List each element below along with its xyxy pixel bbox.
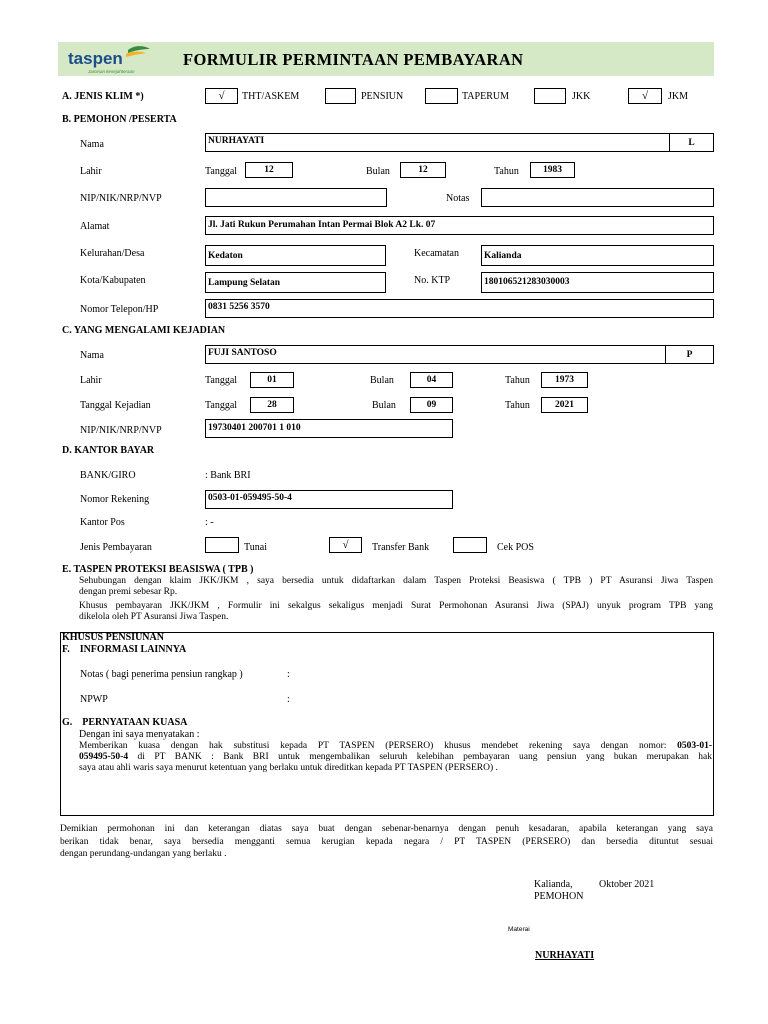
korban-bulan-field[interactable] <box>410 372 453 388</box>
kejadian-tanggal-label: Tanggal <box>205 400 238 411</box>
pemohon-tanggal-value: 12 <box>264 165 274 175</box>
tpb-paragraph-1 <box>79 576 713 598</box>
kuasa-rekening-part-2: 059495-50-4 <box>79 752 129 762</box>
korban-lahir-label: Lahir <box>80 375 102 386</box>
page-title: FORMULIR PERMINTAAN PEMBAYARAN <box>183 50 524 69</box>
ktp-value: 180106521283030003 <box>484 277 570 287</box>
kelurahan-field[interactable] <box>205 245 386 266</box>
kelurahan-label: Kelurahan/Desa <box>80 248 145 259</box>
khusus-pensiunan-heading: KHUSUS PENSIUNAN <box>62 632 164 643</box>
pemohon-tahun-value: 1983 <box>543 165 562 175</box>
telepon-field[interactable] <box>205 299 714 318</box>
checkbox-transfer-bank[interactable]: √ <box>329 537 362 553</box>
pemohon-nama-label: Nama <box>80 139 104 150</box>
korban-tanggal-label: Tanggal <box>205 375 238 386</box>
korban-nama-label: Nama <box>80 350 104 361</box>
section-d-title: D. KANTOR BAYAR <box>62 445 155 456</box>
option-cek-pos-label: Cek POS <box>497 542 534 553</box>
kejadian-bulan-field[interactable] <box>410 397 453 413</box>
kecamatan-value: Kalianda <box>484 251 522 261</box>
kantor-pos-label: Kantor Pos <box>80 517 125 528</box>
npwp-colon: : <box>287 694 290 705</box>
kejadian-bulan-value: 09 <box>426 400 437 410</box>
checkbox-jkm[interactable]: √ <box>628 88 662 104</box>
kejadian-tanggal-field[interactable] <box>250 397 294 413</box>
rekening-field[interactable] <box>205 490 453 509</box>
kota-value: Lampung Selatan <box>208 278 281 288</box>
kuasa-line-2-text: di PT BANK : Bank BRI untuk mengembalikan seluruh kelebihan pembayaran uang pensiun yang bukan merupakan hak <box>128 752 712 762</box>
section-a-title: A. JENIS KLIM *) <box>62 91 144 102</box>
bank-value: : Bank BRI <box>205 470 251 481</box>
ktp-label: No. KTP <box>414 275 451 286</box>
closing-line-1: Demikian permohonan ini dan keterangan diatas saya buat dengan sebenar-benarnya dengan penuh kesadaran, apabila keterangan yang saya <box>60 824 713 834</box>
kecamatan-field[interactable] <box>481 245 714 266</box>
signature-name: NURHAYATI <box>535 950 595 961</box>
kuasa-paragraph <box>79 741 712 774</box>
korban-bulan-value: 04 <box>426 375 437 385</box>
kejadian-tahun-label: Tahun <box>505 400 530 411</box>
jenis-pembayaran-label: Jenis Pembayaran <box>80 542 152 553</box>
kuasa-line-1-text: Memberikan kuasa dengan hak substitusi kepada PT TASPEN (PERSERO) khusus mendebet rekening saya dengan nomor: <box>79 741 678 751</box>
kuasa-line-2 <box>79 752 712 763</box>
ktp-field[interactable] <box>481 272 714 293</box>
pemohon-gender-field[interactable] <box>669 133 714 152</box>
korban-tahun-label: Tahun <box>505 375 530 386</box>
korban-tanggal-value: 01 <box>267 375 277 385</box>
korban-tahun-value: 1973 <box>555 375 574 385</box>
kuasa-intro: Dengan ini saya menyatakan : <box>79 729 200 740</box>
checkbox-taperum[interactable] <box>425 88 458 104</box>
option-pensiun-label: PENSIUN <box>361 91 404 102</box>
pemohon-notas-field[interactable] <box>481 188 714 207</box>
kejadian-bulan-label: Bulan <box>372 400 396 411</box>
section-b-title: B. PEMOHON /PESERTA <box>62 114 177 125</box>
option-tht-askem-label: THT/ASKEM <box>242 91 300 102</box>
korban-gender-value: P <box>686 350 693 360</box>
korban-nama-field[interactable] <box>205 345 666 364</box>
option-transfer-bank-label: Transfer Bank <box>372 542 430 553</box>
notas-rangkap-label: Notas ( bagi penerima pensiun rangkap ) <box>80 669 243 680</box>
pemohon-tahun-field[interactable] <box>530 162 575 178</box>
tpb-para2-line1: Khusus pembayaran JKK/JKM , Formulir ini sekalgus sekaligus menjadi Surat Permohonan Asuransi Jiwa (SPAJ) unyuk program TPB yang <box>79 601 713 611</box>
option-tunai-label: Tunai <box>244 542 267 553</box>
option-jkk-label: JKK <box>572 91 591 102</box>
svg-text:taspen: taspen <box>68 49 123 68</box>
checkbox-tunai[interactable] <box>205 537 239 553</box>
kantor-pos-value: : - <box>205 517 214 528</box>
svg-text:Jaminan kesejahteraan: Jaminan kesejahteraan <box>88 69 135 74</box>
section-e-title: E. TASPEN PROTEKSI BEASISWA ( TPB ) <box>62 564 254 575</box>
pemohon-gender-value: L <box>688 138 695 148</box>
taspen-logo-icon <box>66 44 156 76</box>
pemohon-bulan-value: 12 <box>418 165 428 175</box>
npwp-label: NPWP <box>80 694 108 705</box>
tpb-para2-line2: dikelola oleh PT Asuransi Jiwa Taspen. <box>79 612 229 622</box>
kuasa-line-1 <box>79 741 712 752</box>
option-jkm-label: JKM <box>668 91 689 102</box>
pemohon-nip-field[interactable] <box>205 188 387 207</box>
korban-nama-value: FUJI SANTOSO <box>208 348 277 358</box>
section-g-title: G. PERNYATAAN KUASA <box>62 717 188 728</box>
telepon-label: Nomor Telepon/HP <box>80 304 159 315</box>
kota-field[interactable] <box>205 272 386 293</box>
korban-gender-field[interactable] <box>665 345 714 364</box>
kecamatan-label: Kecamatan <box>414 248 459 259</box>
checkbox-tht-askem[interactable]: √ <box>205 88 238 104</box>
pemohon-lahir-label: Lahir <box>80 166 102 177</box>
tpb-para1-line2: dengan premi sebesar Rp. <box>79 587 178 597</box>
kuasa-line-3: saya atau ahli waris saya menurut ketentuan yang berlaku untuk direditkan kepada PT TASPEN (PERSERO) . <box>79 763 498 773</box>
pemohon-bulan-field[interactable] <box>400 162 446 178</box>
korban-nip-value: 19730401 200701 1 010 <box>208 423 301 433</box>
kelurahan-value: Kedaton <box>208 251 243 261</box>
telepon-value: 0831 5256 3570 <box>208 302 270 312</box>
section-f-title: F. INFORMASI LAINNYA <box>62 644 187 655</box>
kejadian-tahun-field[interactable] <box>541 397 588 413</box>
alamat-label: Alamat <box>80 221 110 232</box>
pemohon-bulan-label: Bulan <box>366 166 390 177</box>
pemohon-nama-field[interactable] <box>205 133 670 152</box>
taspen-logo <box>66 44 156 76</box>
pemohon-notas-label: Notas <box>446 193 470 204</box>
pemohon-tanggal-label: Tanggal <box>205 166 238 177</box>
pemohon-nip-label: NIP/NIK/NRP/NVP <box>80 193 162 204</box>
kejadian-tanggal-value: 28 <box>267 400 277 410</box>
signature-place: Kalianda, <box>534 879 573 890</box>
option-taperum-label: TAPERUM <box>462 91 509 102</box>
signature-role: PEMOHON <box>534 891 584 902</box>
checkbox-jkk[interactable] <box>534 88 566 104</box>
closing-line-2: berikan tidak benar, saya bersedia mengganti semua kerugian kepada negara / PT TASPEN (PERSERO) dan bersedia dituntut sesuai <box>60 836 713 847</box>
rekening-value: 0503-01-059495-50-4 <box>208 493 292 503</box>
korban-tahun-field[interactable] <box>541 372 588 388</box>
pemohon-tahun-label: Tahun <box>494 166 519 177</box>
notas-rangkap-colon: : <box>287 669 290 680</box>
signature-date: Oktober 2021 <box>599 879 655 890</box>
bank-label: BANK/GIRO <box>80 470 136 481</box>
rekening-label: Nomor Rekening <box>80 494 150 505</box>
alamat-value: Jl. Jati Rukun Perumahan Intan Permai Blok A2 Lk. 07 <box>208 220 436 230</box>
materai-label: Materai <box>508 926 530 933</box>
checkbox-cek-pos[interactable] <box>453 537 487 553</box>
alamat-field[interactable] <box>205 216 714 235</box>
kuasa-rekening-part-1: 0503-01- <box>677 741 712 751</box>
korban-tanggal-field[interactable] <box>250 372 294 388</box>
kejadian-label: Tanggal Kejadian <box>80 400 151 411</box>
korban-nip-label: NIP/NIK/NRP/NVP <box>80 425 162 436</box>
tpb-paragraph-2 <box>79 601 713 623</box>
section-c-title: C. YANG MENGALAMI KEJADIAN <box>62 325 226 336</box>
tpb-para1-line1: Sehubungan dengan klaim JKK/JKM , saya bersedia untuk didaftarkan dalam Taspen Proteksi Beasiswa ( TPB ) PT Asuransi Jiwa Taspen <box>79 576 713 586</box>
closing-line-3: dengan perundang-undangan yang berlaku . <box>60 849 227 859</box>
kota-label: Kota/Kabupaten <box>80 275 146 286</box>
korban-nip-field[interactable] <box>205 419 453 438</box>
checkbox-pensiun[interactable] <box>325 88 356 104</box>
pemohon-tanggal-field[interactable] <box>245 162 293 178</box>
kejadian-tahun-value: 2021 <box>555 400 574 410</box>
closing-statement <box>60 823 713 861</box>
korban-bulan-label: Bulan <box>370 375 394 386</box>
pemohon-nama-value: NURHAYATI <box>208 136 265 146</box>
